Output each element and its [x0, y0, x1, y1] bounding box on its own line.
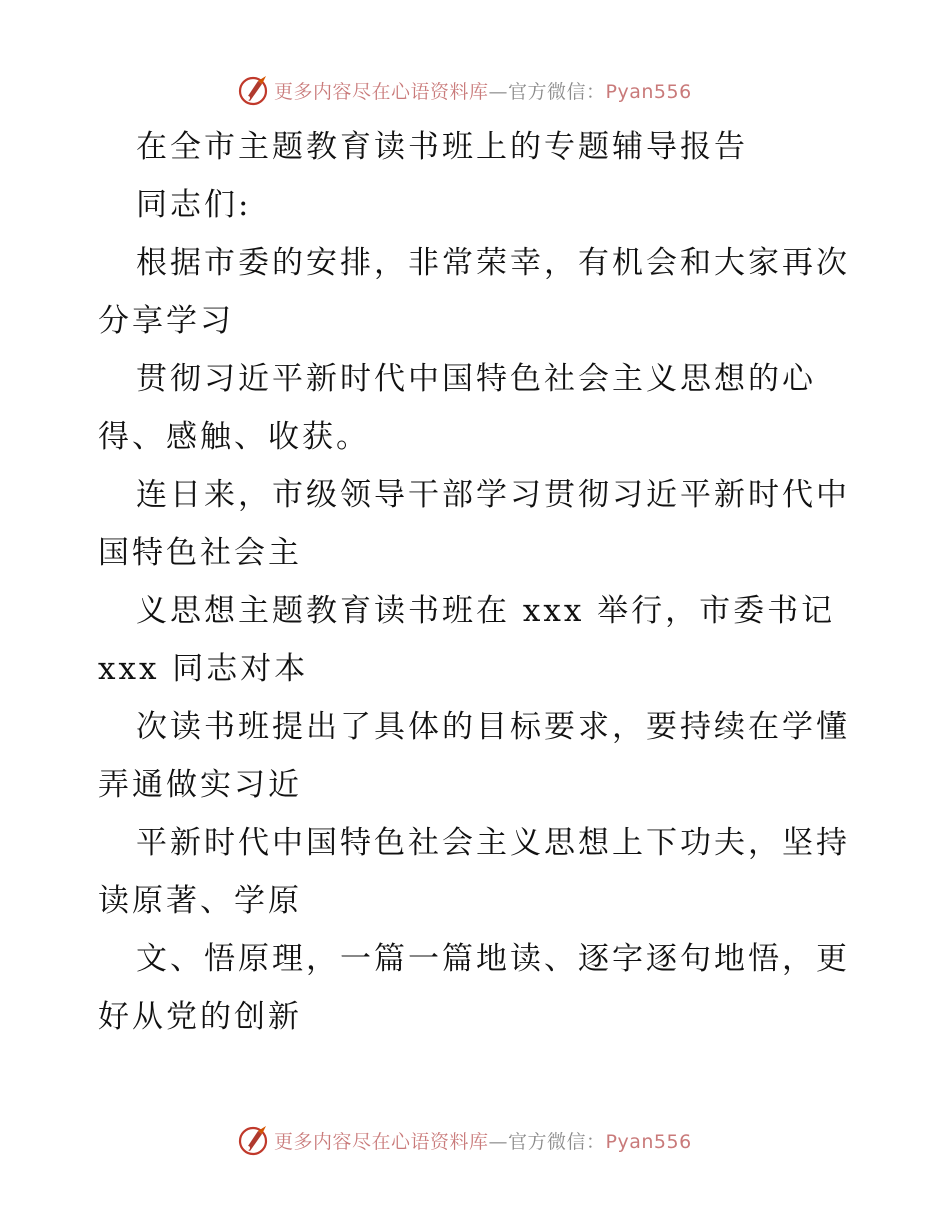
text-line: 国特色社会主 — [98, 535, 302, 571]
watermark-wechat-label: 官方微信： — [508, 80, 606, 103]
watermark-banner-top — [236, 72, 692, 108]
watermark-site-text: 更多内容尽在心语资料库 — [274, 1130, 489, 1153]
text-line: 弄通做实习近 — [98, 767, 302, 803]
text-line: 在全市主题教育读书班上的专题辅导报告 — [136, 129, 748, 165]
watermark-wechat-id: Pyan556 — [605, 80, 692, 103]
watermark-wechat-id: Pyan556 — [605, 1130, 692, 1153]
watermark-text — [274, 1127, 692, 1154]
quill-pen-logo-icon — [236, 1123, 270, 1157]
text-line: 连日来，市级领导干部学习贯彻习近平新时代中 — [136, 477, 850, 513]
text-line: 同志们: — [136, 187, 252, 223]
watermark-wechat-label: 官方微信： — [508, 1130, 606, 1153]
text-line: 平新时代中国特色社会主义思想上下功夫，坚持 — [136, 825, 850, 861]
quill-pen-logo-icon — [236, 73, 270, 107]
document-body — [98, 118, 858, 1046]
watermark-text — [274, 77, 692, 104]
watermark-site-text: 更多内容尽在心语资料库 — [274, 80, 489, 103]
text-line: 次读书班提出了具体的目标要求，要持续在学懂 — [136, 709, 850, 745]
watermark-banner-bottom — [236, 1122, 692, 1158]
text-line: 贯彻习近平新时代中国特色社会主义思想的心 — [136, 361, 816, 397]
text-line: 义思想主题教育读书班在 xxx 举行，市委书记 — [136, 593, 836, 629]
text-line: 文、悟原理，一篇一篇地读、逐字逐句地悟，更 — [136, 941, 850, 977]
watermark-dash: — — [488, 80, 509, 103]
text-line: 好从党的创新 — [98, 999, 302, 1035]
text-line: xxx 同志对本 — [98, 651, 309, 687]
text-line: 根据市委的安排，非常荣幸，有机会和大家再次 — [136, 245, 850, 281]
watermark-dash: — — [488, 1130, 509, 1153]
text-line: 得、感触、收获。 — [98, 419, 370, 455]
text-line: 分享学习 — [98, 303, 234, 339]
text-line: 读原著、学原 — [98, 883, 302, 919]
